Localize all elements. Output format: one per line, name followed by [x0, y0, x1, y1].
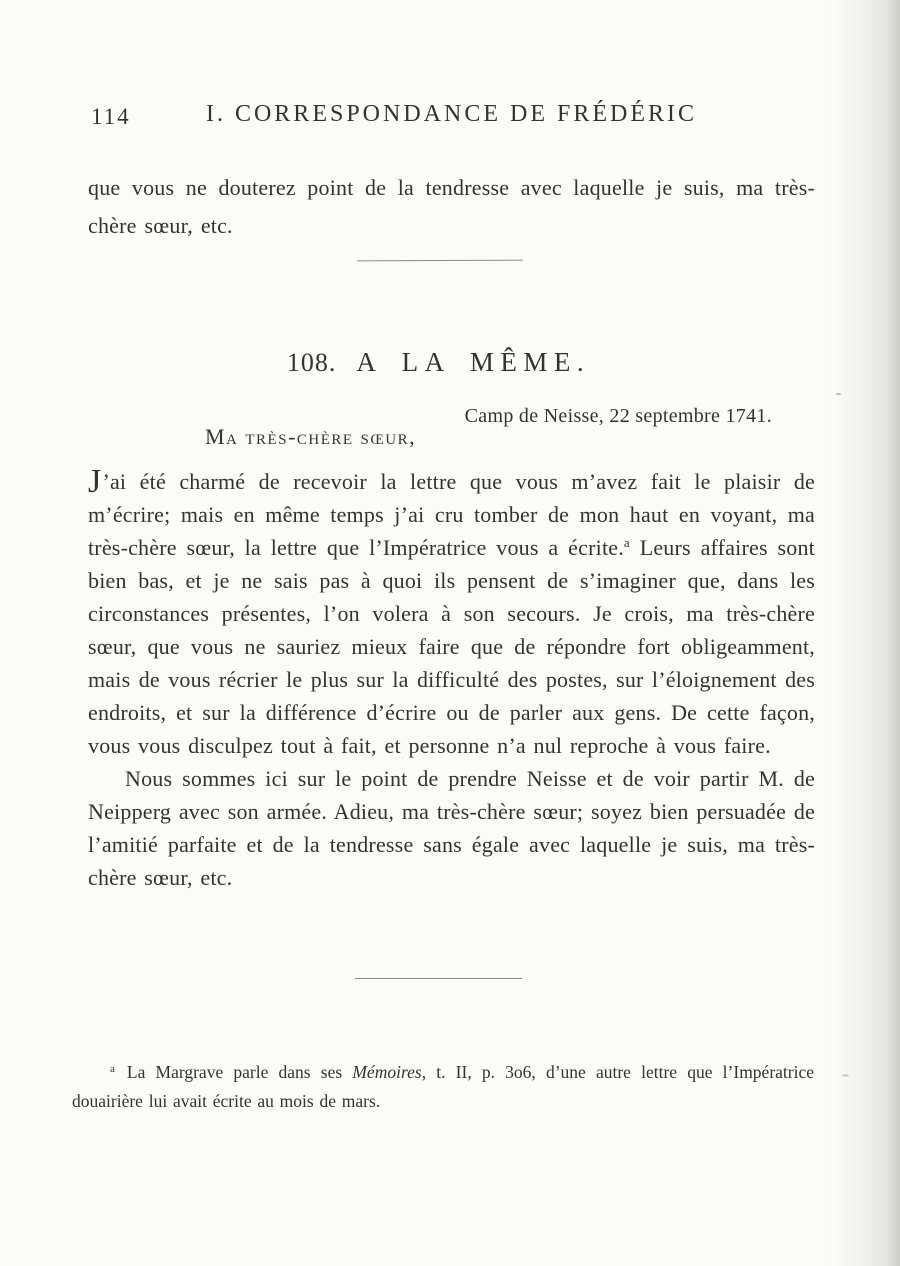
section-divider-top [357, 260, 523, 262]
letter-paragraph-1 [88, 465, 815, 762]
footnote-reference: a [623, 535, 630, 550]
previous-letter-closing: que vous ne douterez point de la tendresse avec laquelle je suis, ma très-chère sœur, etc. [88, 175, 815, 238]
page-number: 114 [91, 104, 131, 129]
letter-dateline: Camp de Neisse, 22 septembre 1741. [464, 405, 772, 427]
section-divider-bottom [355, 978, 522, 979]
running-head: I. CORRESPONDANCE DE FRÉDÉRIC [205, 101, 698, 127]
paragraph-1-text-b: Leurs affaires sont bien bas, et je ne sais pas à quoi ils pensent de s’imaginer que, dans les circonstances présentes, l’on volera à son secours. Je crois, ma très-chère sœur, que vous ne sauriez mieux faire que de répondre fort obligeamment, mais de vous récrier le plus sur la difficulté des postes, sur l’éloignement des endroits, et sur la différence d’écrire ou de parler aux gens. De cette façon, vous vous disculpez tout à fait, et personne n’a nul reproche à vous faire. [88, 535, 815, 758]
footnote-italic-title: Mémoires [352, 1062, 422, 1082]
letter-paragraph-2: Nous sommes ici sur le point de prendre Neisse et de voir partir M. de Neipperg avec son armée. Adieu, ma très-chère sœur; soyez bien persuadée de l’amitié parfaite et de la tendresse sans égale avec laquelle je suis, ma très-chère sœur, etc. [88, 766, 815, 890]
page-edge-shadow [828, 0, 900, 1266]
footnote-text-end: , t. II, p. 3o6, d’une autre lettre que l’Impératrice douairière lui avait écrite au mois de mars. [72, 1062, 814, 1111]
letter-heading [75, 347, 802, 378]
footnote [72, 1055, 814, 1116]
scan-speck [836, 393, 841, 395]
letter-body [88, 465, 815, 894]
footnote-text-start: La Margrave parle dans ses [126, 1062, 353, 1082]
footnote-marker: a [110, 1063, 115, 1075]
letter-salutation: Ma très-chère sœur, [205, 424, 417, 449]
drop-initial: J [88, 463, 102, 500]
paragraph-1-text-a: ’ai été charmé de recevoir la lettre que vous m’avez fait le plaisir de m’écrire; mais en même temps j’ai cru tomber de mon haut en voyant, ma très-chère sœur, la lettre que l’Impératrice vous a écrite. [88, 469, 815, 560]
page-header [88, 101, 815, 128]
letter-title: A LA MÊME. [356, 347, 591, 377]
letter-number: 108. [286, 348, 337, 377]
scan-speck [842, 1074, 849, 1077]
